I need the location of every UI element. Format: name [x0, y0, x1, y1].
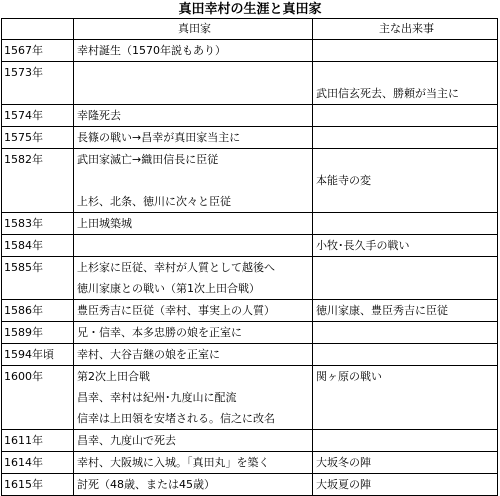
events-cell-line	[316, 387, 497, 408]
sanada-cell	[74, 62, 313, 105]
events-cell	[313, 213, 498, 235]
events-cell-line: 本能寺の変	[316, 174, 371, 187]
year-cell: 1584年	[2, 235, 74, 257]
sanada-cell-line: 討死（48歳、または45歳）	[77, 478, 215, 491]
events-cell-line: 大坂冬の陣	[316, 456, 371, 469]
year-cell: 1589年	[2, 322, 74, 344]
sanada-cell-line	[77, 170, 312, 191]
year-cell: 1573年	[2, 62, 74, 105]
events-cell	[313, 322, 498, 344]
year-cell: 1583年	[2, 213, 74, 235]
table-row	[2, 62, 498, 105]
events-cell-line	[316, 278, 497, 299]
sanada-cell-line: 第2次上田合戦	[77, 370, 150, 383]
timeline-table	[1, 18, 498, 496]
year-cell: 1586年	[2, 300, 74, 322]
sanada-cell-line	[77, 62, 312, 83]
sanada-cell-line: 徳川家康との戦い（第1次上田合戦）	[77, 282, 260, 295]
events-cell-line	[316, 408, 497, 429]
events-cell-line	[316, 191, 497, 212]
events-cell	[313, 344, 498, 366]
table-row	[2, 213, 498, 235]
table-row	[2, 40, 498, 62]
events-cell	[313, 474, 498, 496]
sanada-cell	[74, 452, 313, 474]
sanada-cell-line: 幸隆死去	[77, 109, 121, 122]
table-row	[2, 322, 498, 344]
sanada-column-header: 真田家	[74, 19, 313, 40]
sanada-cell	[74, 474, 313, 496]
year-cell: 1574年	[2, 105, 74, 127]
events-cell	[313, 62, 498, 105]
events-cell	[313, 257, 498, 300]
table-row	[2, 300, 498, 322]
events-cell	[313, 235, 498, 257]
sanada-cell	[74, 213, 313, 235]
table-row	[2, 366, 498, 430]
events-cell-line	[316, 322, 497, 343]
sanada-cell	[74, 127, 313, 149]
sanada-cell-line: 信幸は上田領を安堵される。信之に改名	[77, 412, 275, 425]
events-cell-line	[316, 213, 497, 234]
events-cell-line	[316, 430, 497, 451]
sanada-cell-line	[77, 235, 312, 256]
sanada-cell	[74, 149, 313, 213]
sanada-cell	[74, 300, 313, 322]
sanada-cell-line: 上杉家に臣従、幸村が人質として越後へ	[77, 261, 275, 274]
year-cell: 1615年	[2, 474, 74, 496]
events-column-header: 主な出来事	[313, 19, 498, 40]
empty-line	[77, 83, 312, 104]
year-cell: 1582年	[2, 149, 74, 213]
sanada-cell-line: 武田家滅亡→織田信長に臣従	[77, 153, 219, 166]
year-cell: 1575年	[2, 127, 74, 149]
table-row	[2, 430, 498, 452]
sanada-cell-line: 昌幸、九度山で死去	[77, 434, 176, 447]
events-cell-line	[316, 40, 497, 61]
year-cell: 1567年	[2, 40, 74, 62]
sanada-cell-line: 豊臣秀吉に臣従（幸村、事実上の人質）	[77, 304, 275, 317]
events-cell-line: 関ヶ原の戦い	[316, 370, 382, 383]
year-cell: 1600年	[2, 366, 74, 430]
events-cell-line: 徳川家康、豊臣秀吉に臣従	[316, 304, 448, 317]
year-cell: 1614年	[2, 452, 74, 474]
table-row	[2, 105, 498, 127]
sanada-cell-line: 昌幸、幸村は紀州･九度山に配流	[77, 391, 237, 404]
sanada-cell-line: 上杉、北条、徳川に次々と臣従	[77, 195, 231, 208]
events-cell-line: 小牧･長久手の戦い	[316, 239, 410, 252]
events-cell	[313, 40, 498, 62]
table-row	[2, 474, 498, 496]
table-header-row	[2, 19, 498, 40]
sanada-cell	[74, 257, 313, 300]
table-row	[2, 127, 498, 149]
events-cell	[313, 430, 498, 452]
year-cell: 1611年	[2, 430, 74, 452]
sanada-cell-line: 幸村、大谷吉継の娘を正室に	[77, 348, 220, 361]
events-cell	[313, 366, 498, 430]
year-cell: 1585年	[2, 257, 74, 300]
page-title: 真田幸村の生涯と真田家	[178, 2, 322, 17]
year-column-header	[2, 19, 74, 40]
events-cell-line	[316, 127, 497, 148]
sanada-cell	[74, 322, 313, 344]
events-cell	[313, 452, 498, 474]
events-cell	[313, 149, 498, 213]
events-cell-line: 大坂夏の陣	[316, 478, 371, 491]
events-cell-line: 武田信玄死去、勝頼が当主に	[316, 87, 459, 100]
events-cell	[313, 105, 498, 127]
table-row	[2, 344, 498, 366]
table-row	[2, 235, 498, 257]
table-row	[2, 452, 498, 474]
table-row	[2, 149, 498, 213]
events-cell	[313, 127, 498, 149]
sanada-cell	[74, 40, 313, 62]
sanada-cell	[74, 430, 313, 452]
year-cell: 1594年頃	[2, 344, 74, 366]
events-cell-line	[316, 257, 497, 278]
sanada-cell	[74, 105, 313, 127]
sanada-cell	[74, 344, 313, 366]
sanada-cell-line: 兄・信幸、本多忠勝の娘を正室に	[77, 326, 242, 339]
events-cell-line	[316, 105, 497, 126]
events-cell-line	[316, 344, 497, 365]
sanada-cell-line: 幸村、大阪城に入城。「真田丸」を築く	[77, 456, 270, 469]
events-cell	[313, 300, 498, 322]
sanada-cell-line: 上田城築城	[77, 217, 132, 230]
events-cell-line	[316, 62, 497, 83]
events-cell-line	[316, 149, 497, 170]
table-row	[2, 257, 498, 300]
sanada-cell	[74, 235, 313, 257]
sanada-cell	[74, 366, 313, 430]
sanada-cell-line: 長篠の戦い→昌幸が真田家当主に	[77, 131, 241, 144]
timeline-body	[2, 40, 498, 496]
sanada-cell-line: 幸村誕生（1570年説もあり）	[77, 44, 226, 57]
